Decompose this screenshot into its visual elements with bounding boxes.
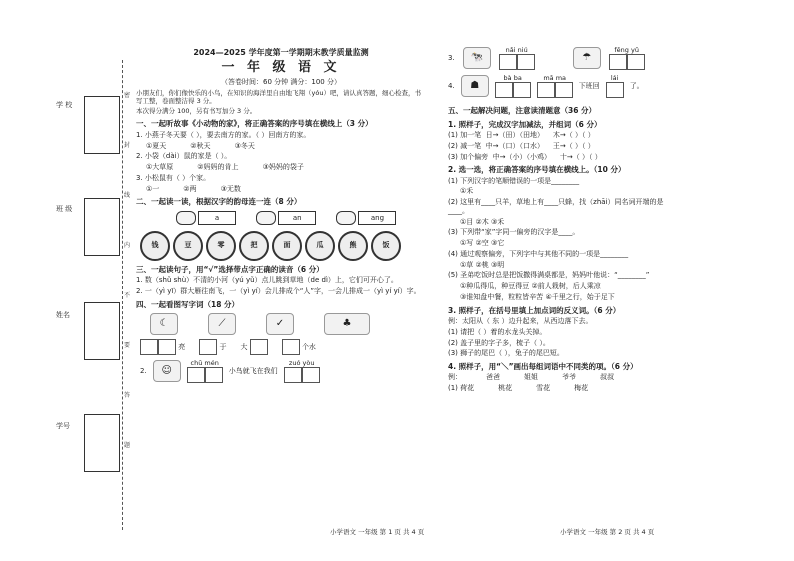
bee-icon <box>176 211 196 225</box>
write-box[interactable] <box>495 82 513 98</box>
write-box[interactable] <box>517 54 535 70</box>
choice-line: (2) 这里有____只羊，草地上有____只蜂，找（zhāi）同名词开端的是____。 <box>448 198 664 215</box>
bee-label: ang <box>358 211 396 225</box>
bee-icon <box>256 211 276 225</box>
pinyin: zuó <box>288 358 301 367</box>
school-label: 学 校 <box>56 101 73 109</box>
question: 2. 选一选，将正确答案的序号填在横线上。（10 分） <box>448 165 626 175</box>
write-box[interactable] <box>158 339 176 355</box>
write-box[interactable] <box>606 82 624 98</box>
example-row: 例： 爸爸 姐姐 爷爷 叔叔 <box>448 373 614 382</box>
seal-text: 要 <box>124 342 131 349</box>
options <box>146 185 426 194</box>
write-box[interactable] <box>609 54 627 70</box>
sentence-end: 了。 <box>629 81 644 90</box>
word[interactable]: 梅花 <box>574 384 589 393</box>
page-footer: 小学语文 一年级 第 1 页 共 4 页 <box>330 528 425 536</box>
write-box[interactable] <box>250 339 268 355</box>
sentence: 下班回 <box>578 81 600 90</box>
section-2-title: 二、一起读一读，根据汉字的韵母连一连（8 分） <box>136 197 302 207</box>
options <box>146 142 426 151</box>
bee-label: an <box>278 211 316 225</box>
fill-line: (2) 盖子里的字子多，梳子（ ）。 <box>448 338 550 347</box>
write-box[interactable] <box>199 339 217 355</box>
calc-row: (1) 加一笔 日→（田）（田地） 木→（ ）（ ） <box>448 131 595 139</box>
flower-char[interactable]: 熊 <box>338 231 368 261</box>
option[interactable]: ③无数 <box>220 184 241 193</box>
word: 大 <box>240 342 248 351</box>
choice-line: ①草 ②桃 ③明 <box>460 260 505 269</box>
choice-line: ①种瓜得瓜，种豆得豆 ②前人栽树，后人乘凉 <box>460 282 601 291</box>
calc-row: (2) 减一笔 中→（口）（口水） 王→（ ）（ ） <box>448 141 595 150</box>
intro-text: 小朋友们，你们像快乐的小鸟，在知识的海洋里自由地飞翔（yóu）吧，请认真答题，细心检查，书写工整，卷面整洁得 3 分。 <box>136 89 421 106</box>
id-field[interactable] <box>84 414 120 472</box>
question: 1. 照样子，完成汉字加减法，并组词（6 分） <box>448 119 602 129</box>
option[interactable]: ③妈妈的袋子 <box>262 163 304 171</box>
calc-row: (3) 加个偏旁 中→（小）（小鸡） 十→（ ）（ ） <box>448 152 602 161</box>
bee-label: a <box>198 211 236 225</box>
write-box[interactable] <box>537 82 555 98</box>
seal-text: 密 <box>124 92 131 99</box>
question: 4. 照样子，用“＼”画出每组词语中不同类的项。（6 分） <box>448 362 638 371</box>
flower-char[interactable]: 豆 <box>173 231 203 261</box>
word[interactable]: (1) 荷花 <box>448 384 475 393</box>
word: 个水 <box>301 342 316 351</box>
section-5-title: 五、一起解决问题，注意读清题意（36 分） <box>448 106 597 116</box>
option[interactable]: ①一 <box>146 184 160 193</box>
example: 例：太阳从（ 东 ）边升起来，从西边落下去。 <box>448 317 593 325</box>
pinyin: niú <box>517 46 528 54</box>
name-label: 姓名 <box>56 311 70 319</box>
flower-char[interactable]: 把 <box>239 231 269 261</box>
pinyin: ma <box>555 74 567 83</box>
write-box[interactable] <box>282 339 300 355</box>
tree-icon: ♣ <box>324 313 370 335</box>
word[interactable]: 雪花 <box>536 384 551 393</box>
bamboo-icon: ⟋ <box>208 313 236 335</box>
write-box[interactable] <box>205 367 223 383</box>
moon-icon: ☾ <box>150 313 178 335</box>
choice-line: (5) 圣弟吃饭时总是把饭撒得满桌都是，妈妈叶他说：“________” <box>448 271 650 280</box>
write-box[interactable] <box>187 367 205 383</box>
right-column <box>448 46 748 395</box>
word: 亮 <box>178 342 186 351</box>
left-column <box>136 48 426 383</box>
question: 2. 小袋（dài）鼠的家是（ ）。 <box>136 152 232 161</box>
flower-char[interactable]: 饭 <box>371 231 401 261</box>
family-icon: ☗ <box>461 75 489 97</box>
picture-row <box>150 313 426 335</box>
question: 2. 一（yì yī）群大雁往南飞，一（yì yí）会儿排成个“人”字，一会儿排成一（yì yí yí）字。 <box>136 286 421 295</box>
pinyin: ba <box>513 74 522 83</box>
seal-text: 内 <box>124 242 131 249</box>
write-box[interactable] <box>627 54 645 70</box>
seal-line <box>122 60 123 530</box>
word: 于 <box>219 342 227 351</box>
question: 3. 小松鼠有（ ）个家。 <box>136 173 211 182</box>
choice-line: (1) 下列汉字的笔顺错误的一项是________ <box>448 176 580 185</box>
write-row <box>140 339 426 355</box>
choice-line: ①目 ②木 ③禾 <box>460 217 505 226</box>
option[interactable]: ②两 <box>183 184 197 193</box>
option[interactable]: ①大草原 <box>146 163 174 171</box>
seal-text: 题 <box>124 442 131 449</box>
pinyin: lái <box>610 74 619 83</box>
fill-line: (3) 狮子的尾巴（ ），兔子的尾巴短。 <box>448 349 564 358</box>
pinyin: nǎi <box>505 46 516 54</box>
flower-char[interactable]: 面 <box>272 231 302 261</box>
school-field[interactable] <box>84 96 120 154</box>
option[interactable]: ②秋天 <box>190 141 211 150</box>
section-4-title: 四、一起看图写字词（18 分） <box>136 299 240 309</box>
child-icon: ☺ <box>153 360 181 382</box>
choice-line: (4) 通过观察偏旁，下列字中与其他不同的一项是________ <box>448 249 629 258</box>
student-info-sidebar <box>56 88 118 488</box>
options <box>146 163 426 172</box>
pinyin: yòu <box>302 358 315 367</box>
flower-char[interactable]: 瓜 <box>305 231 335 261</box>
id-label: 学号 <box>56 422 70 430</box>
pinyin: yǔ <box>631 46 639 54</box>
write-box[interactable] <box>499 54 517 70</box>
cow-icon: 🐄 <box>463 47 491 69</box>
write-box[interactable] <box>513 82 531 98</box>
section-1-title: 一、一起听故事《小动物的家》，将正确答案的序号填在横线上（3 分） <box>136 119 373 129</box>
option[interactable]: ①夏天 <box>146 141 167 150</box>
rain-icon: ☂ <box>573 47 601 69</box>
write-box[interactable] <box>555 82 573 98</box>
fill-line: (1) 请把（ ）着的水龙头关掉。 <box>448 327 547 336</box>
write-box[interactable] <box>284 367 302 383</box>
bird-icon: ✓ <box>266 313 294 335</box>
exam-meta: （答卷时间：60 分钟 满分：100 分） <box>221 78 341 87</box>
class-label: 班 级 <box>56 205 73 213</box>
word[interactable]: 桃花 <box>498 384 513 393</box>
bee-icon <box>336 211 356 225</box>
flower-row <box>140 231 426 261</box>
question: 1. 数（shǔ shù）不清的小河（yú yǔ）点儿跳到草地（de dì）上，它们可开心了。 <box>136 276 398 284</box>
seal-text: 答 <box>124 392 131 399</box>
sentence: 小鸟就飞在我们 <box>228 366 278 375</box>
choice-line: ③谁知盘中餐，粒粒皆辛苦 ④千里之行，始于足下 <box>460 292 615 301</box>
seal-text: 封 <box>124 142 131 149</box>
flower-char[interactable]: 零 <box>206 231 236 261</box>
seal-text: 不 <box>124 292 131 299</box>
write-box[interactable] <box>302 367 320 383</box>
question: 3. 照样子，在括号里填上加点词的反义词。（6 分） <box>448 305 621 315</box>
choice-line: ①写 ②空 ③它 <box>460 239 505 248</box>
note-text: 本次得分满分 100，另有书写加分 3 分。 <box>136 107 257 116</box>
pinyin: chū <box>190 358 203 367</box>
seal-text: 线 <box>124 192 131 199</box>
q4-2: 2. ☺ chū mén 小鸟就飞在我们 zuó yòu <box>140 359 426 383</box>
option[interactable]: ②妈妈的肯上 <box>197 163 239 171</box>
class-field[interactable] <box>84 198 120 256</box>
choice-line: (3) 下列带“家”字同一偏旁的汉字是____。 <box>448 228 580 237</box>
option[interactable]: ③冬天 <box>234 141 255 150</box>
name-field[interactable] <box>84 302 120 360</box>
pinyin: mā <box>543 74 554 83</box>
write-box[interactable] <box>140 339 158 355</box>
q3-row: 3. 🐄 nǎi niú ☂ fēng yǔ <box>448 46 748 70</box>
page-footer: 小学语文 一年级 第 2 页 共 4 页 <box>560 528 655 536</box>
pinyin: mén <box>204 358 219 367</box>
subject-title: 一 年 级 语 文 <box>221 60 341 75</box>
pinyin: bà <box>503 74 512 83</box>
q4-row: 4. ☗ bà ba mā ma 下班回 lái 了。 <box>448 74 748 98</box>
exam-title: 2024—2025 学年度第一学期期末教学质量监测 <box>193 48 369 57</box>
choice-line: ①禾 <box>460 187 474 196</box>
flower-char[interactable]: 钱 <box>140 231 170 261</box>
question: 1. 小燕子冬天要（ ），要去南方的家。（ ）回南方的家。 <box>136 130 311 139</box>
pinyin: fēng <box>614 46 629 54</box>
section-3-title: 三、一起读句子，用“√”选择带点字正确的读音（6 分） <box>136 264 324 274</box>
word-row <box>448 384 748 393</box>
bee-row <box>176 211 426 225</box>
